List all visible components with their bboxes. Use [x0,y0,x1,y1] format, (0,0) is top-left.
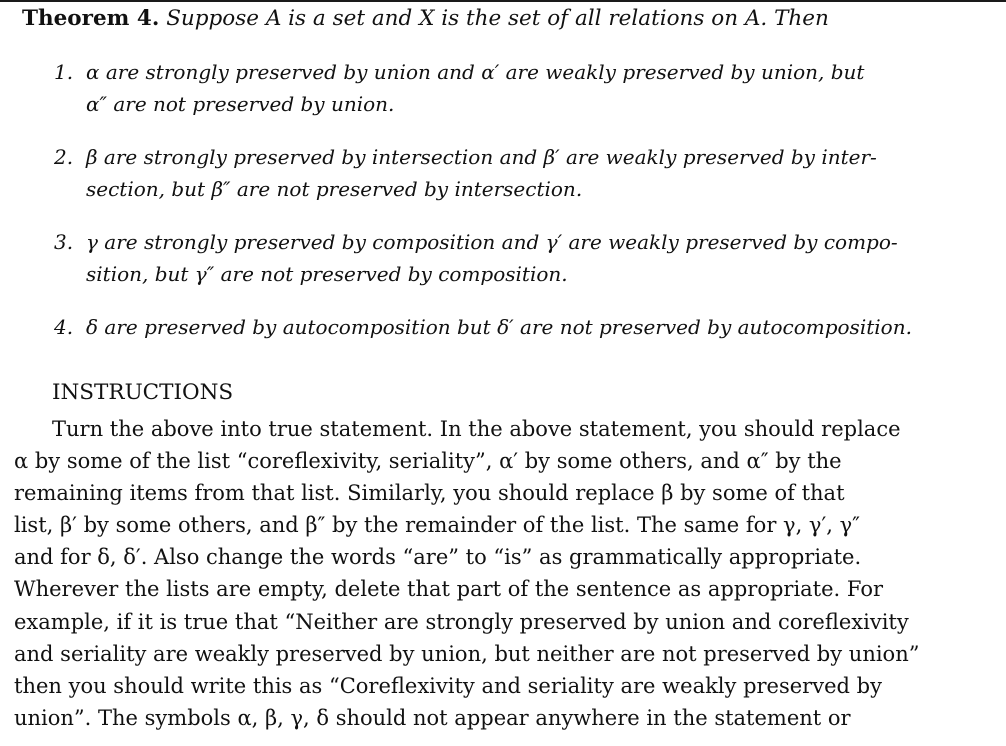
item-number: 4. [54,315,74,339]
instructions-line: and seriality are weakly preserved by union, but neither are not preserved by union” [14,641,920,666]
item-line: β are strongly preserved by intersection and β′ are weakly preserved by inter- [86,145,877,169]
instructions-title: INSTRUCTIONS [52,380,234,405]
instructions-line: union”. The symbols α, β, γ, δ should not appear anywhere in the statement or [14,705,851,730]
item-line: γ are strongly preserved by composition and γ′ are weakly preserved by compo- [86,230,898,254]
item-line: α″ are not preserved by union. [86,92,395,116]
instructions-line: example, if it is true that “Neither are strongly preserved by union and coreflexivity [14,609,909,634]
theorem-label: Theorem 4. [22,6,160,31]
instructions-line: then you should write this as “Coreflexivity and seriality are weakly preserved by [14,673,882,698]
instructions-line: α by some of the list “coreflexivity, seriality”, α′ by some others, and α″ by the [14,449,842,474]
list-item [54,56,974,120]
instructions-line: list, β′ by some others, and β″ by the remainder of the list. The same for γ, γ′, γ″ [14,513,860,538]
item-line: α are strongly preserved by union and α′ are weakly preserved by union, but [86,60,865,84]
list-item [54,141,974,205]
instructions-line: Wherever the lists are empty, delete that part of the sentence as appropriate. For [14,577,883,602]
item-line: section, but β″ are not preserved by intersection. [86,177,583,201]
instructions-body [14,413,974,734]
item-number: 3. [54,230,74,254]
item-number: 2. [54,145,74,169]
theorem-heading [22,4,992,34]
list-item [54,226,974,290]
list-item [54,311,974,343]
theorem-statement: Suppose A is a set and X is the set of all relations on A. Then [166,6,829,31]
item-line: sition, but γ″ are not preserved by composition. [86,262,568,286]
item-number: 1. [54,60,74,84]
instructions-line: and for δ, δ′. Also change the words “are” to “is” as grammatically appropriate. [14,545,862,570]
item-line: δ are preserved by autocomposition but δ′ are not preserved by autocomposition. [86,315,912,339]
instructions-line: Turn the above into true statement. In the above statement, you should replace [52,417,901,441]
instructions-line: remaining items from that list. Similarly, you should replace β by some of that [14,481,845,506]
